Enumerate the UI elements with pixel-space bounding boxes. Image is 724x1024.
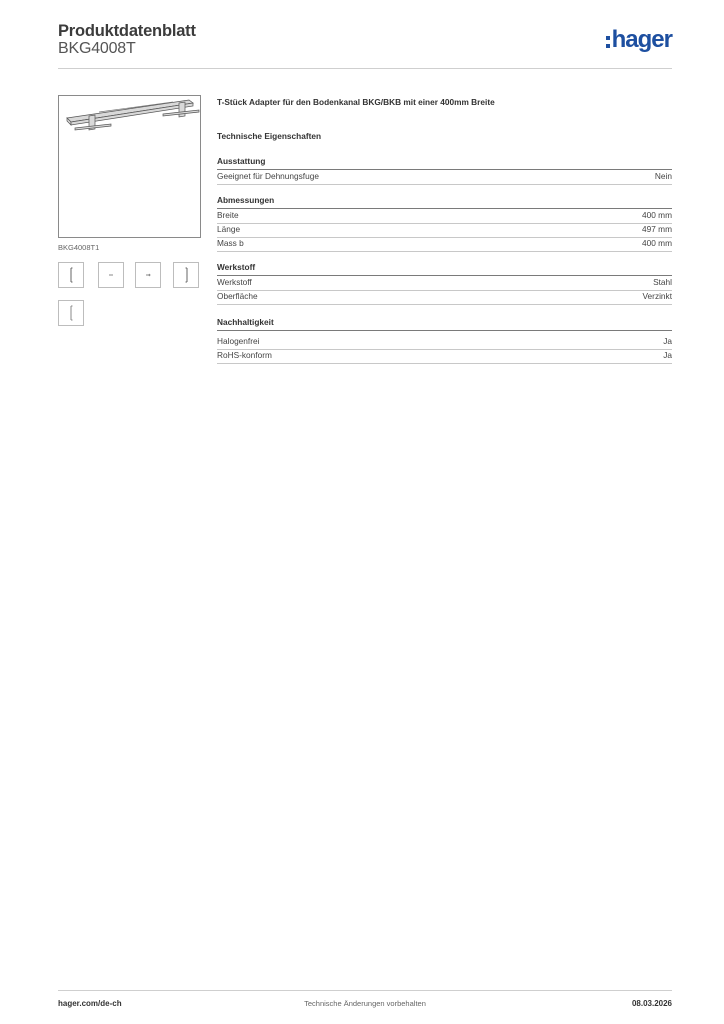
technical-properties-heading: Technische Eigenschaften [217, 131, 322, 141]
top-view-icon [136, 263, 160, 287]
thumbnail-3[interactable] [135, 262, 161, 288]
property-name: Oberfläche [217, 291, 258, 301]
table-row [217, 349, 672, 364]
property-value: 400 mm [642, 210, 672, 220]
front-view-icon [59, 301, 83, 325]
group-title-werkstoff: Werkstoff [217, 262, 672, 276]
thumbnail-4[interactable] [173, 262, 199, 288]
logo-colon-icon [606, 36, 610, 48]
table-row [217, 237, 672, 252]
property-value: 400 mm [642, 238, 672, 248]
product-description: T-Stück Adapter für den Bodenkanal BKG/BKB mit einer 400mm Breite [217, 97, 495, 107]
property-value: 497 mm [642, 224, 672, 234]
t-adapter-drawing-icon [59, 96, 200, 237]
property-value: Stahl [653, 277, 672, 287]
table-row [217, 223, 672, 238]
table-row [217, 276, 672, 291]
product-code: BKG4008T [58, 40, 136, 57]
page-footer [58, 990, 672, 1011]
website-link[interactable]: hager.com/de-ch [58, 999, 122, 1008]
property-value: Verzinkt [642, 291, 672, 301]
logo-wordmark: hager [611, 26, 672, 53]
group-title-nachhaltigkeit: Nachhaltigkeit [217, 317, 672, 331]
profile-view-icon [59, 263, 83, 287]
property-name: Mass b [217, 238, 244, 248]
property-value: Ja [663, 350, 672, 360]
property-value: Ja [663, 336, 672, 346]
property-name: Werkstoff [217, 277, 252, 287]
end-view-icon [174, 263, 198, 287]
property-value: Nein [654, 171, 672, 181]
table-row [217, 209, 672, 224]
document-date: 08.03.2026 [631, 999, 672, 1008]
property-name: Halogenfrei [217, 336, 260, 346]
property-name: Länge [217, 224, 241, 234]
table-row [217, 335, 672, 350]
hager-logo [606, 26, 672, 54]
document-title: Produktdatenblatt [58, 22, 196, 40]
thumbnail-2[interactable] [98, 262, 124, 288]
property-name: Breite [217, 210, 239, 220]
table-row [217, 290, 672, 305]
group-title-abmessungen: Abmessungen [217, 195, 672, 209]
thumbnail-5[interactable] [58, 300, 84, 326]
table-row [217, 170, 672, 185]
image-caption: BKG4008T1 [58, 243, 100, 252]
property-name: Geeignet für Dehnungsfuge [217, 171, 319, 181]
page-header [58, 20, 672, 69]
change-notice: Technische Änderungen vorbehalten [304, 999, 426, 1008]
property-name: RoHS-konform [217, 350, 272, 360]
product-image [58, 95, 201, 238]
side-view-icon [99, 263, 123, 287]
thumbnail-1[interactable] [58, 262, 84, 288]
group-title-ausstattung: Ausstattung [217, 156, 672, 170]
